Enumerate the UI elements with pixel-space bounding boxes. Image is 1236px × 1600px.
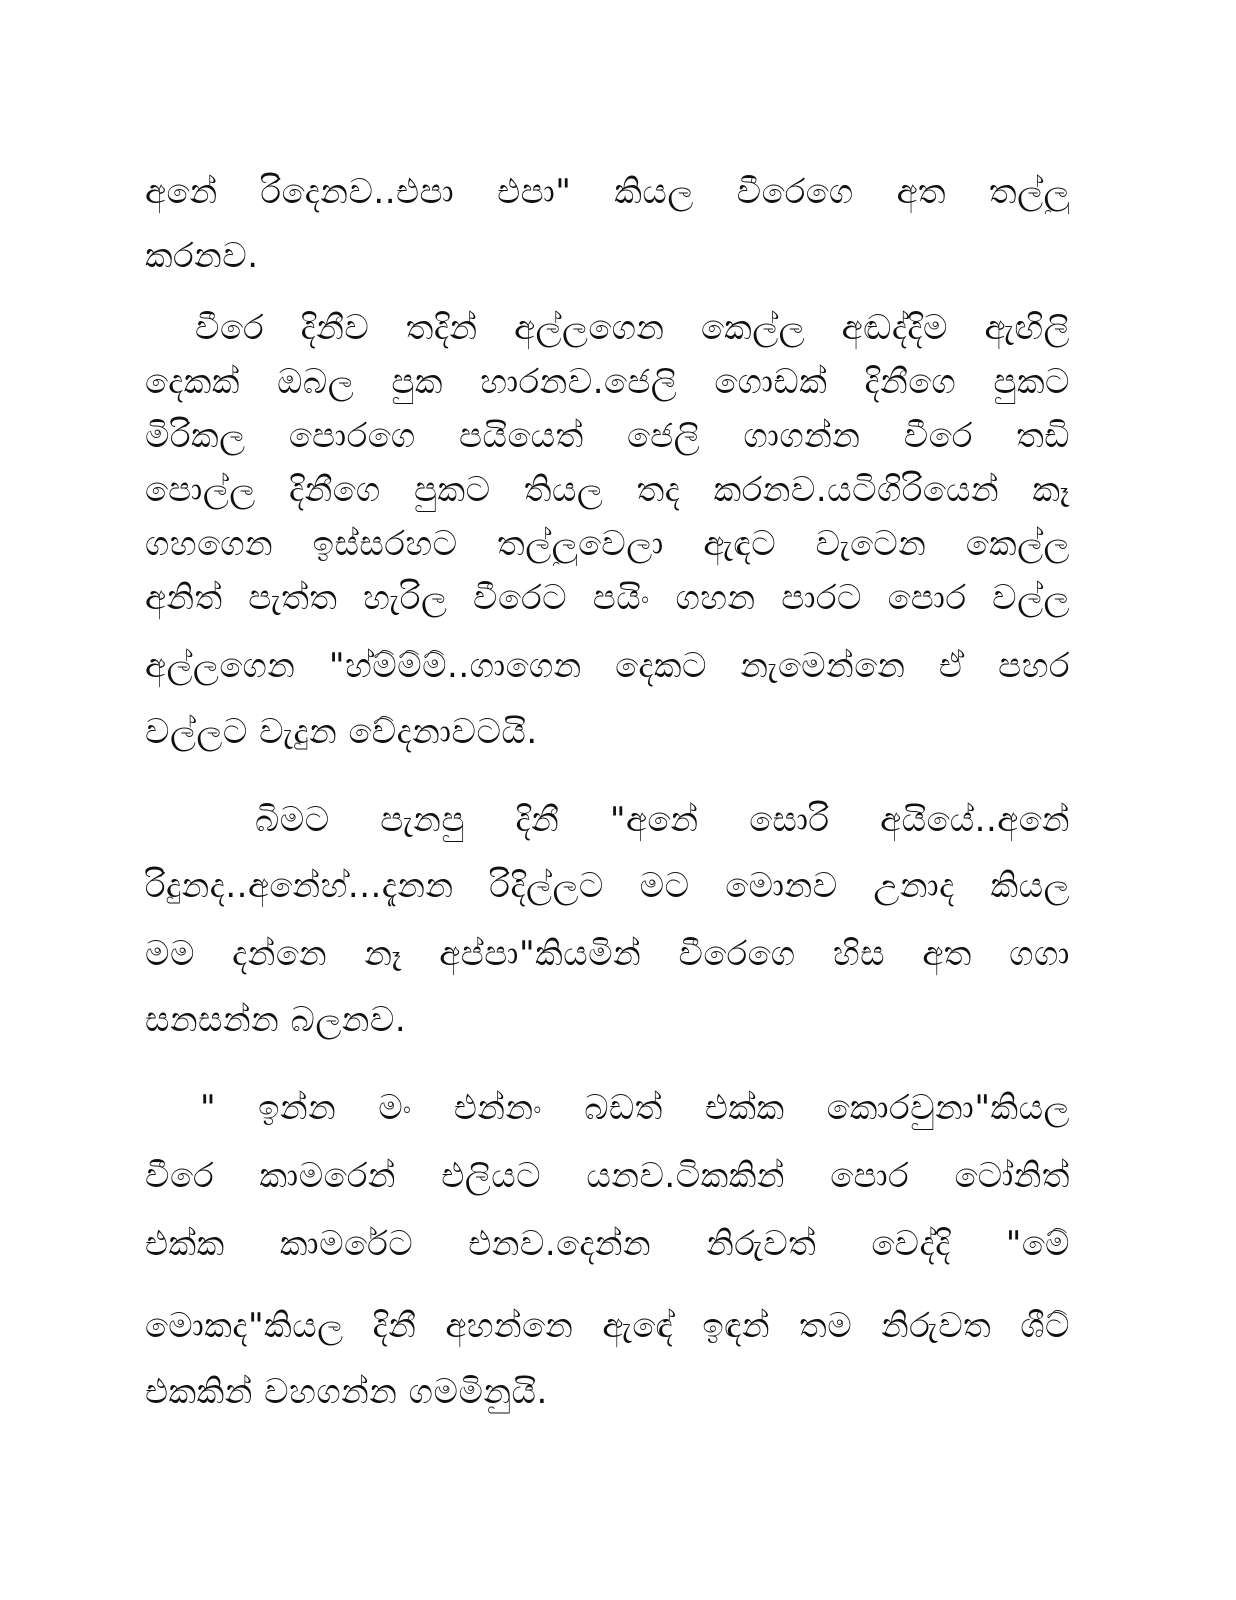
- text-line: වල්ලට වැදුන වේදනාවටයි.: [145, 712, 538, 752]
- text-line: මම දන්නෙ නෑ අප්පා"කියමින් වීරෙගෙ හිස අත ගගා: [145, 934, 1070, 974]
- text-line: අල්ලගෙන "හ්ම්ම්ම්..ගාගෙන දෙකට නැමෙන්නෙ ඒ පහර: [145, 646, 1070, 686]
- text-line: එක්ක කාමරේට එනව.දෙන්න නිරුවත් වෙද්දි "මේ: [145, 1224, 1070, 1264]
- text-line: අනේ රිදෙනව..එපා එපා" කියල වීරෙගෙ අත තල්ලු: [145, 172, 1070, 212]
- text-line: ගහගෙන ඉස්සරහට තල්ලුවෙලා ඇඳට වැටෙන කෙල්ල: [145, 524, 1070, 564]
- text-line: සනසන්න බලනව.: [145, 1000, 407, 1040]
- text-line: එකකින් වහගන්න ගමමිනුයි.: [145, 1372, 548, 1412]
- text-line: මිරිකල පොරගෙ පයියෙත් ජෙලි ගාගන්න වීරෙ තඩි: [145, 416, 1070, 456]
- text-line: පොල්ල දිනීගෙ පුකට තියල තද කරනව.යටිගිරියෙන් කෑ: [145, 470, 1070, 510]
- text-line: වීරෙ කාමරෙන් එලියට යනව.ටිකකින් පොර ටෝනිත්: [145, 1156, 1070, 1196]
- text-line: මොකද"කියල දිනී අහන්නෙ ඇඳේ ඉඳන් තම නිරුවත ශීට්: [145, 1306, 1070, 1346]
- text-line: කරනව.: [145, 236, 259, 276]
- text-line: වීරෙ දිනීව තදින් අල්ලගෙන කෙල්ල අඬද්දිම ඇඟිලි: [195, 308, 1070, 348]
- text-line: බිමට පැනපු දිනී "අනේ සොරි අයියේ..අනේ: [255, 800, 1070, 840]
- text-line: රිදුනද..අනේහ්...දැනන රිදිල්ලට මට මොනව උනාද කියල: [145, 866, 1070, 906]
- text-line: දෙකක් ඔබල පුක හාරනව.ජෙලි ගොඩක් දිනීගෙ පුකට: [145, 362, 1070, 402]
- text-line: " ඉන්න මං එන්නං බඩත් එක්ක කොරවුනා"කියල: [200, 1088, 1070, 1128]
- text-line: අනිත් පැත්ත හැරිල වීරෙට පයිං ගහන පාරට පොර වල්ල: [145, 578, 1070, 618]
